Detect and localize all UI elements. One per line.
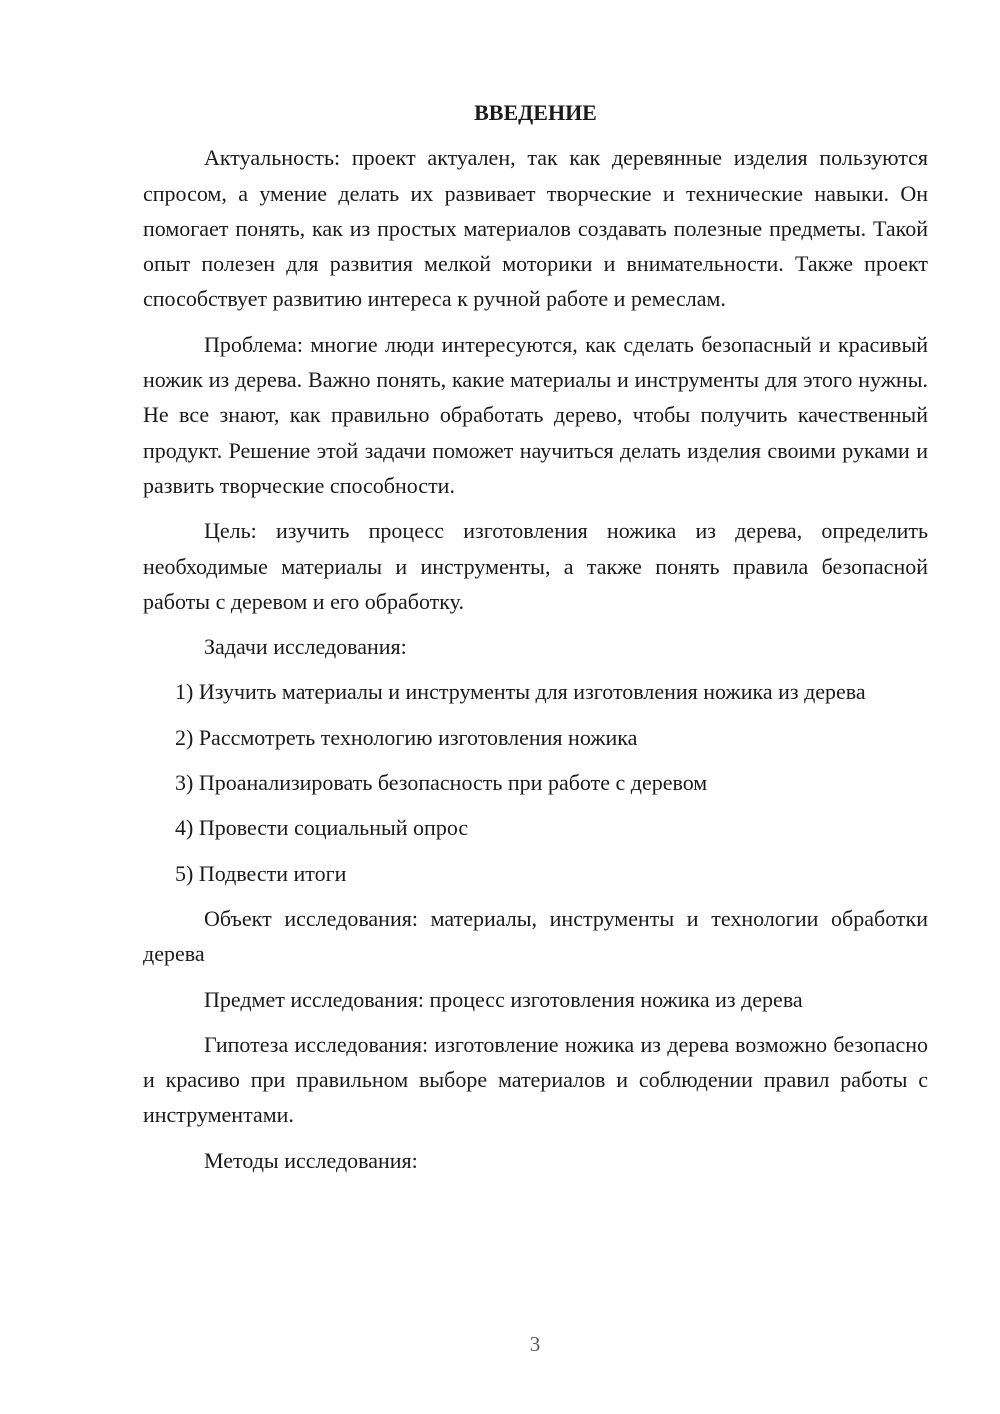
paragraph-hypothesis: Гипотеза исследования: изготовление ножика из дерева возможно безопасно и красиво при правильном выборе материалов и соблюдении правил работы с инструментами. xyxy=(143,1031,928,1128)
task-item-4: 4) Провести социальный опрос xyxy=(175,815,469,841)
paragraph-methods: Методы исследования: xyxy=(204,1147,418,1173)
paragraph-object: Объект исследования: материалы, инструменты и технологии обработки дерева xyxy=(143,905,928,967)
task-item-3: 3) Проанализировать безопасность при работе с деревом xyxy=(175,770,708,796)
page-title: ВВЕДЕНИЕ xyxy=(474,100,597,125)
page-number: 3 xyxy=(529,1332,541,1356)
paragraph-relevance: Актуальность: проект актуален, так как деревянные изделия пользуются спросом, а умение делать их развивает творческие и технические навыки. Он помогает понять, как из простых материалов создавать полезные предметы. Такой опыт полезен для развития мелкой моторики и внимательности. Также проект способствует развитию интереса к ручной работе и ремеслам. xyxy=(143,145,928,312)
task-item-2: 2) Рассмотреть технологию изготовления ножика xyxy=(175,724,638,750)
paragraph-tasks-heading: Задачи исследования: xyxy=(204,634,407,660)
paragraph-goal: Цель: изучить процесс изготовления ножика из дерева, определить необходимые материалы и инструменты, а также понять правила безопасной работы с деревом и его обработку. xyxy=(143,518,928,614)
task-item-1: 1) Изучить материалы и инструменты для изготовления ножика из дерева xyxy=(175,679,866,705)
paragraph-subject: Предмет исследования: процесс изготовления ножика из дерева xyxy=(204,986,803,1012)
document-page xyxy=(143,95,928,1188)
task-item-5: 5) Подвести итоги xyxy=(175,860,347,886)
paragraph-problem: Проблема: многие люди интересуются, как сделать безопасный и красивый ножик из дерева. Важно понять, какие материалы и инструменты для этого нужны. Не все знают, как правильно обработать дерево, чтобы получить качественный продукт. Решение этой задачи поможет научиться делать изделия своими руками и развить творческие способности. xyxy=(143,331,928,498)
